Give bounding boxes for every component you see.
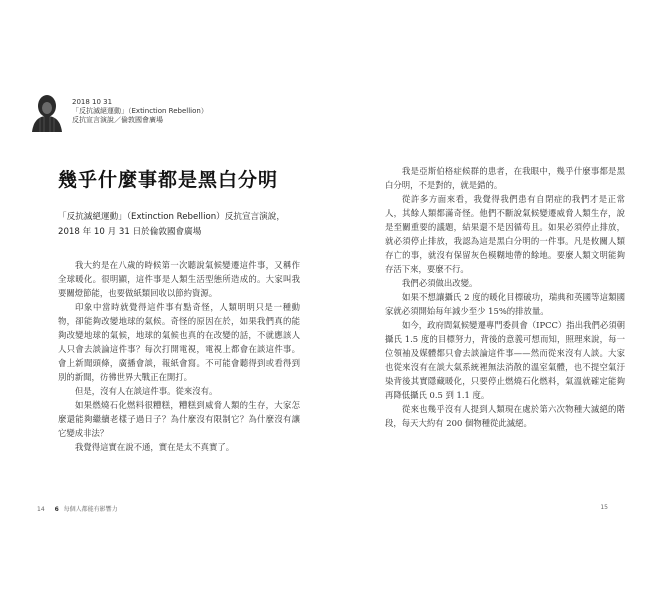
paragraph: 如果不想讓攝氏 2 度的暖化目標破功，瑞典和英國等這類國家就必須開始每年減少至少 15%的排放量。 [385, 292, 625, 316]
left-page [28, 92, 328, 512]
left-footer [37, 504, 118, 513]
speech-date: 2018 10 31 [72, 98, 113, 106]
paragraph: 我們必須做出改變。 [402, 278, 478, 288]
paragraph: 從來也幾乎沒有人提到人類現在處於第六次物種大滅絕的階段，每天大約有 200 個物種從此滅絕。 [385, 404, 625, 428]
book-title: 每個人都能有影響力 [63, 506, 118, 513]
speaker-portrait-icon [28, 92, 66, 132]
paragraph: 如今，政府間氣候變遷專門委員會（IPCC）指出我們必須朝攝氏 1.5 度的目標努力，背後的意義可想而知，照理來說，每一位領袖及媒體都只會去談論這件事——然而從來沒有人談。大家也從來沒有在談大氣系統裡無法消散的溫室氣體，也不提空氣汙染背後其實隱藏暖化，只要停止燃燒石化燃料，氣溫就確定能夠再降低攝氏 0.5 到 1.1 度。 [385, 320, 625, 400]
right-page-number: 15 [600, 504, 608, 511]
right-body-text [385, 164, 625, 430]
left-body-text [58, 258, 300, 454]
paragraph: 印象中當時就覺得這件事有點奇怪，人類明明只是一種動物，卻能夠改變地球的氣候。奇怪的原因在於，如果我們真的能夠改變地球的氣候，地球的氣候也真的在改變的話，不就應該人人只會去談論這件事？每次打開電視，電視上都會在談這件事。會上新聞頭條，廣播會談，報紙會寫。不可能會聽得到或看得到別的新聞，彷彿世界大戰正在開打。 [58, 302, 300, 382]
book-spread [28, 92, 626, 512]
paragraph: 如果燃燒石化燃料很糟糕，糟糕到威脅人類的生存，大家怎麼還能夠繼續老樣子過日子？為什麼沒有限制它？為什麼沒有讓它變成非法？ [58, 400, 300, 438]
paragraph: 從許多方面來看，我覺得我們患有自閉症的我們才是正常人，其餘人類都滿奇怪。他們不斷說氣候變遷威脅人類生存，說是至關重要的議題，結果還不是因循苟且。如果必須停止排放，就必須停止排放，我認為這是黑白分明的一件事。凡是攸關人類存亡的事，就沒有保留灰色模糊地帶的餘地。要麼人類文明能夠存活下來，要麼不行。 [385, 194, 625, 274]
speech-meta [72, 98, 208, 125]
paragraph: 我是亞斯伯格症候群的患者，在我眼中，幾乎什麼事都是黑白分明，不是對的，就是錯的。 [385, 166, 625, 190]
publisher-logo-icon: 6 [54, 506, 59, 513]
chapter-title: 幾乎什麼事都是黑白分明 [58, 169, 279, 191]
right-page [328, 92, 626, 512]
paragraph: 但是，沒有人在談這件事。從來沒有。 [75, 386, 218, 396]
paragraph: 我覺得這實在說不通，實在是太不真實了。 [75, 442, 235, 452]
left-page-number: 14 [37, 506, 45, 513]
chapter-subtitle: 「反抗滅絕運動」（Extinction Rebellion）反抗宣言演說，2018 年 10 月 31 日於倫敦國會廣場 [58, 212, 285, 237]
speech-place: 反抗宣言演說／倫敦國會廣場 [72, 116, 163, 124]
paragraph: 我大約是在八歲的時候第一次聽說氣候變遷這件事，又稱作全球暖化。很明顯，這件事是人類生活型態所造成的。大家叫我要關燈節能，也要做紙類回收以節約資源。 [58, 260, 300, 298]
speech-event: 「反抗滅絕運動」（Extinction Rebellion） [72, 107, 208, 115]
